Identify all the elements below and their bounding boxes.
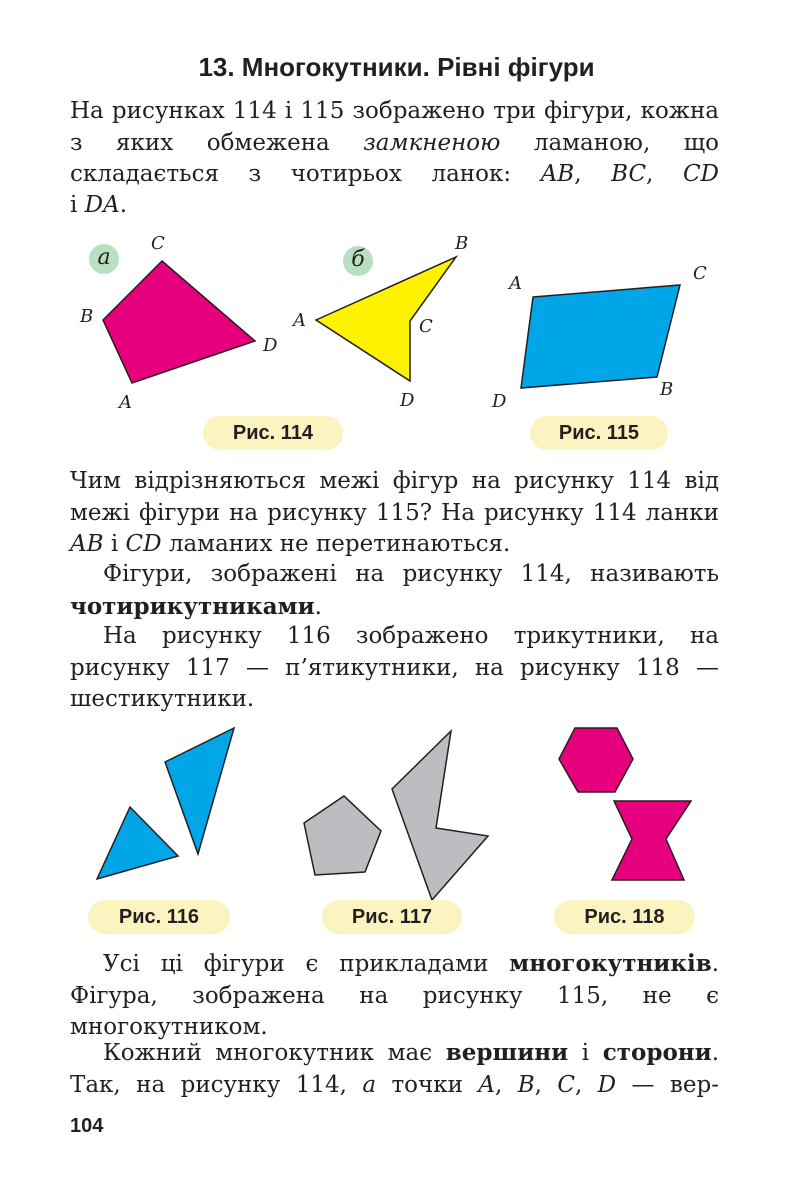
paragraph-question xyxy=(70,466,719,561)
paragraph-figures xyxy=(70,621,719,716)
caption-fig115: Рис. 115 xyxy=(530,416,668,450)
punct: , xyxy=(534,1071,558,1098)
caption-fig117: Рис. 117 xyxy=(322,900,462,934)
vertex-label-a: A xyxy=(119,392,132,413)
vertex-label-b: B xyxy=(455,233,469,254)
punct: . xyxy=(314,593,322,620)
point-a: A xyxy=(478,1071,495,1098)
text-run: і xyxy=(70,192,85,218)
vertex-label-c: C xyxy=(419,316,433,337)
paragraph-definition-quadrilateral xyxy=(70,559,719,623)
segment-cd: CD xyxy=(682,161,719,187)
badge-a: а xyxy=(89,244,119,274)
term-polygons: многокутників xyxy=(509,950,712,977)
emphasis-closed: замкненою xyxy=(363,129,501,156)
vertex-label-d: D xyxy=(492,391,507,412)
paragraph-vertices xyxy=(70,1037,719,1101)
text-run: — вер- xyxy=(616,1071,719,1098)
text-run: Фігури, зображені на рисунку 114, називають xyxy=(103,561,719,587)
term-quadrilaterals: чотирикутниками xyxy=(70,592,315,620)
text-run: Кожний многокутник має xyxy=(103,1040,446,1066)
punct: , xyxy=(646,161,683,187)
quadrilateral-b xyxy=(316,257,456,381)
caption-fig114: Рис. 114 xyxy=(203,416,343,450)
vertex-label-a: A xyxy=(509,273,522,294)
text-run: ламаною, що складається з чотирьох ланок: xyxy=(70,129,719,187)
section-title: 13. Многокутники. Рівні фігури xyxy=(198,52,595,82)
vertex-label-a: A xyxy=(293,310,306,331)
punct: . xyxy=(119,192,128,218)
hexagon-2 xyxy=(612,801,691,880)
text-run: На рисунках 114 і 115 зображено три фігури, кожна з яких обмежена xyxy=(70,98,719,156)
vertex-label-b: B xyxy=(80,306,94,327)
vertex-label-b: B xyxy=(660,379,674,400)
point-b: B xyxy=(517,1071,535,1098)
caption-fig116: Рис. 116 xyxy=(88,900,230,934)
caption-fig118: Рис. 118 xyxy=(554,900,695,934)
segment-ab: AB xyxy=(540,161,575,187)
point-d: D xyxy=(597,1071,617,1098)
emphasis-a: а xyxy=(362,1071,377,1098)
text-run: ламаних не перетинаються. xyxy=(161,531,511,557)
segment-ab: AB xyxy=(70,531,104,557)
bowtie-figure xyxy=(521,285,680,388)
text-run: На рисунку 116 зображено трикутники, на рисунку 117 — п’ятикутники, на рисунку 118 — шестикутники. xyxy=(70,623,719,712)
pentagon-1 xyxy=(304,796,381,875)
text-run: . Фігура, зображена на рисунку 115, не є многокутником. xyxy=(70,951,719,1040)
vertex-label-d: D xyxy=(400,390,415,411)
term-sides: сторони xyxy=(602,1039,712,1066)
paragraph-polygons xyxy=(70,948,719,1044)
point-c: C xyxy=(557,1071,575,1098)
punct: , xyxy=(574,1071,598,1098)
punct: , xyxy=(494,1071,518,1098)
text-run: Усі ці фігури є прикладами xyxy=(103,951,510,977)
vertex-label-d: D xyxy=(263,335,278,356)
segment-da: DA xyxy=(84,192,120,218)
term-vertices: вершини xyxy=(445,1039,569,1066)
pentagon-2 xyxy=(392,731,488,900)
page-number: 104 xyxy=(70,1115,104,1137)
text-run: . Так, на рисунку 114, xyxy=(70,1040,719,1098)
punct: , xyxy=(574,161,612,187)
segment-cd: CD xyxy=(125,531,162,557)
badge-b: б xyxy=(343,246,373,276)
triangle-1 xyxy=(97,807,178,879)
segment-bc: BC xyxy=(611,161,647,187)
vertex-label-c: C xyxy=(693,263,707,284)
quadrilateral-a xyxy=(103,261,255,383)
text-run: Чим відрізняються межі фігур на рисунку 114 від межі фігури на рисунку 115? На рисунку 114 ланки xyxy=(70,468,719,526)
triangle-2 xyxy=(165,728,234,854)
vertex-label-c: C xyxy=(151,233,165,254)
text-run: і xyxy=(568,1040,603,1066)
text-run: точки xyxy=(376,1071,479,1098)
text-run: і xyxy=(103,531,126,557)
hexagon-1 xyxy=(559,728,633,792)
